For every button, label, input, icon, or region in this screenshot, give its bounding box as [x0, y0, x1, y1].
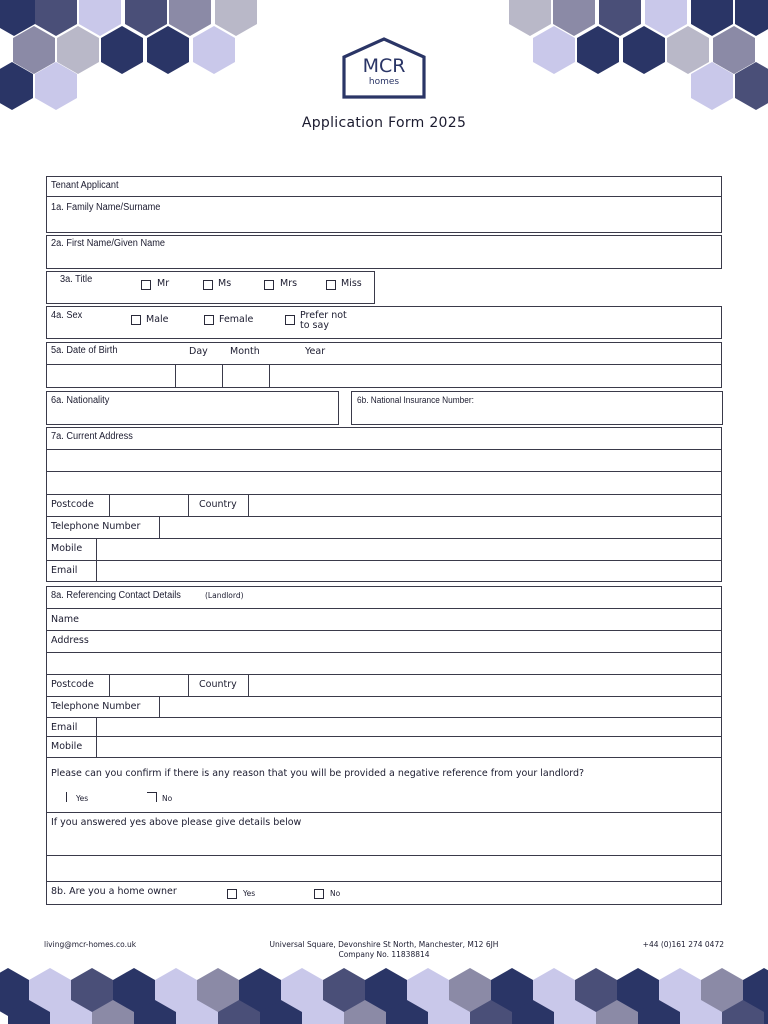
ref-country-field[interactable]: [249, 675, 721, 696]
ref-postcode-field[interactable]: [110, 675, 188, 696]
label-ref-country: Country: [199, 679, 237, 690]
label-title: 3a. Title: [60, 274, 93, 285]
dob-month-field[interactable]: [223, 365, 268, 387]
current-address-line-2[interactable]: [47, 472, 721, 494]
hexagon-pattern-top-right: [498, 0, 768, 115]
logo-subtext: homes: [368, 77, 400, 87]
sex-prefer-not-checkbox[interactable]: [285, 315, 295, 325]
label-ref-telephone: Telephone Number: [51, 701, 141, 712]
hexagon-pattern-top-left: [0, 0, 270, 115]
negative-no-checkbox[interactable]: [147, 792, 157, 802]
label-postcode: Postcode: [51, 499, 94, 510]
home-owner-no-checkbox[interactable]: [314, 889, 324, 899]
label-sex: 4a. Sex: [51, 310, 83, 321]
divider: [46, 196, 722, 197]
sex-male-checkbox[interactable]: [131, 315, 141, 325]
label-family-name: 1a. Family Name/Surname: [51, 202, 161, 213]
home-owner-no-label: No: [330, 889, 341, 898]
label-ref-name: Name: [51, 614, 80, 625]
details-field-1[interactable]: [47, 830, 721, 855]
current-telephone-field[interactable]: [160, 517, 721, 538]
label-telephone: Telephone Number: [51, 521, 141, 532]
home-owner-yes-label: Yes: [243, 889, 256, 898]
negative-yes-label: Yes: [76, 794, 89, 803]
label-nationality: 6a. Nationality: [51, 395, 110, 406]
page-title: Application Form 2025: [301, 115, 467, 131]
label-national-insurance: 6b. National Insurance Number:: [357, 395, 474, 405]
sex-female-label: Female: [219, 314, 254, 325]
label-home-owner: 8b. Are you a home owner: [51, 886, 177, 897]
negative-reference-question: Please can you confirm if there is any reason that you will be provided a negative reference from your landlord?: [51, 768, 585, 779]
label-ref-postcode: Postcode: [51, 679, 94, 690]
current-email-field[interactable]: [97, 561, 721, 582]
ref-email-field[interactable]: [97, 718, 721, 736]
label-dob: 5a. Date of Birth: [51, 345, 118, 356]
details-field-2[interactable]: [47, 856, 721, 881]
title-mr-label: Mr: [157, 278, 170, 289]
ref-mobile-field[interactable]: [97, 737, 721, 757]
current-mobile-field[interactable]: [97, 539, 721, 560]
footer-phone: +44 (0)161 274 0472: [642, 940, 724, 949]
current-postcode-field[interactable]: [110, 495, 188, 516]
ref-address-field-2[interactable]: [47, 653, 721, 674]
ref-name-field[interactable]: [90, 609, 721, 630]
section-heading-tenant: Tenant Applicant: [51, 180, 119, 191]
title-ms-label: Ms: [218, 278, 232, 289]
dob-place-field[interactable]: [47, 365, 174, 387]
footer-company: Company No. 11838814: [338, 950, 430, 959]
ref-address-field-1[interactable]: [100, 631, 721, 652]
sex-prefer-not-label: Prefer not: [300, 310, 347, 321]
dob-year-field[interactable]: [270, 365, 721, 387]
title-mr-checkbox[interactable]: [141, 280, 151, 290]
label-current-address: 7a. Current Address: [51, 431, 133, 442]
dob-day-field[interactable]: [176, 365, 221, 387]
title-mrs-checkbox[interactable]: [264, 280, 274, 290]
ref-telephone-field[interactable]: [160, 697, 721, 717]
negative-no-label: No: [162, 794, 173, 803]
divider: [46, 757, 722, 758]
current-country-field[interactable]: [249, 495, 721, 516]
label-referencing-contact: 8a. Referencing Contact Details: [51, 590, 181, 601]
label-referencing-note: (Landlord): [205, 591, 244, 600]
negative-yes-checkbox[interactable]: [66, 792, 73, 802]
sex-male-label: Male: [146, 314, 169, 325]
dob-day-label: Day: [189, 346, 208, 357]
dob-month-label: Month: [230, 346, 260, 357]
title-miss-checkbox[interactable]: [326, 280, 336, 290]
current-address-line-1[interactable]: [47, 450, 721, 471]
title-mrs-label: Mrs: [280, 278, 298, 289]
dob-year-label: Year: [305, 346, 326, 357]
divider: [46, 881, 722, 882]
mcr-homes-logo: [342, 37, 426, 99]
divider: [46, 812, 722, 813]
sex-prefer-not-label-line2: to say: [300, 320, 329, 331]
label-first-name: 2a. First Name/Given Name: [51, 238, 166, 249]
divider: [188, 494, 189, 516]
divider: [188, 674, 189, 696]
family-name-field[interactable]: [200, 198, 720, 232]
title-miss-label: Miss: [341, 278, 362, 289]
label-email: Email: [51, 565, 78, 576]
title-ms-checkbox[interactable]: [203, 280, 213, 290]
hexagon-pattern-bottom: [0, 966, 768, 1024]
home-owner-yes-checkbox[interactable]: [227, 889, 237, 899]
label-country: Country: [199, 499, 237, 510]
label-ref-email: Email: [51, 722, 78, 733]
label-ref-mobile: Mobile: [51, 741, 83, 752]
sex-female-checkbox[interactable]: [204, 315, 214, 325]
footer-address: Universal Square, Devonshire St North, Manchester, M12 6JH: [269, 940, 499, 949]
label-mobile: Mobile: [51, 543, 83, 554]
logo-text: MCR: [362, 55, 406, 77]
footer-email[interactable]: living@mcr-homes.co.uk: [44, 940, 137, 949]
label-ref-address: Address: [51, 635, 89, 646]
details-prompt: If you answered yes above please give details below: [51, 817, 302, 828]
